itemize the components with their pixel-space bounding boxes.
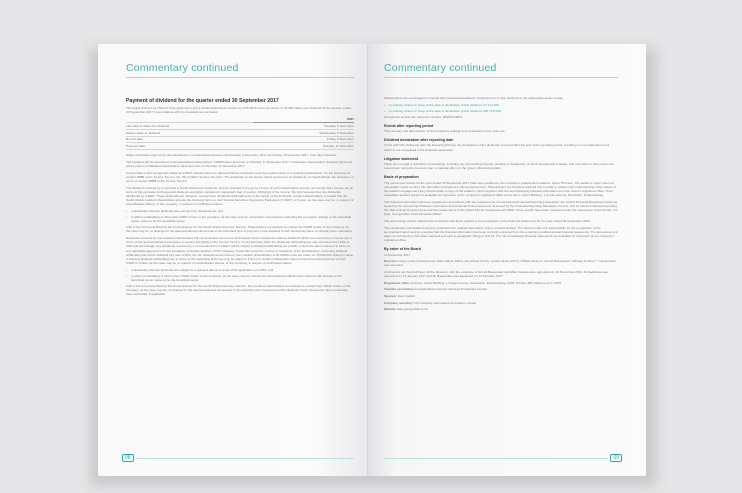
board-date: 13 November 2017: [384, 252, 411, 257]
table-row: Last date to trade cum dividend Tuesday, 5 December: [126, 123, 354, 128]
right-page-number: 09: [610, 454, 622, 462]
paragraph: The company will take transfer of the properties relating to its acquisitions post year-end.: [384, 129, 506, 133]
board-detail: All directors are South African. All the directors, with the exception of Arnold Basserdaw and Mark Kapaas were appointed on 20 December 2016. All Kadarowa was appointed on 13 January 2017 and Mr Basserdaw was appointed on 14 February 2017.: [384, 270, 609, 279]
board-detail: Transfer secretaries Computershare Investor Services Proprietary Limited: [384, 287, 488, 292]
dividend-heading: Payment of dividend for the quarter ended 30 September 2017: [126, 98, 279, 104]
right-header-rule: [384, 77, 618, 78]
list-item: • a declaration that the dividends are subject to a reduced rate as a result of the application of a DTA; and: [126, 268, 354, 272]
right-footer-rule: [384, 458, 608, 459]
paragraph: The dividend will be transferred to dematerialised shareholders' CSDP/broker accounts on Monday, 11 December 2017. Certificated shareholders' dividend payments will be paid to certificated shareholders' bank accounts on Monday, 11 December 2017.: [126, 159, 353, 168]
list-item: • a written undertaking to inform their CSDP, broker or the company, as the case may be, should the circumstances affecting the reduced rate change or the beneficial owner cease to be the beneficial owner.: [126, 274, 354, 282]
left-page-header: Commentary continued: [126, 62, 239, 74]
paragraph: In accordance with Gemgrowth status as a REIT, shareholders are advised that the dividends meet the requirements of a "qualifying distribution" for the purposes of section 25BB of the Income Tax Act, No. 58 of 1962 ("Income Tax Act"). The dividends on the shares will be deemed to be dividends, for South African tax purposes, in terms of section 25BB of the Income Tax Act.: [126, 170, 354, 183]
right-page-content: [384, 96, 618, 314]
paragraph: both in the form prescribed by the Commissioner for the South African Revenue Service. Shareholders are advised to contact the CSDP, broker or the company, as the case may be, to arrange for the abovementioned documents to be submitted prior to payment of the dividend if such documents have not already been submitted.: [126, 225, 353, 234]
section-heading: Basis of preparation: [384, 175, 419, 180]
section-heading: Events after reporting period: [384, 123, 434, 128]
right-page-header: Commentary continued: [384, 62, 497, 74]
board-detail: Website www.gemgrowth.co.za: [384, 307, 428, 312]
paragraph: The financial information has been prepared in accordance with the requirements of International Financial Reporting Standards, the SAICA Financial Reporting Guides as issued by the Accounting Practices Committee and Financial Pronouncements as issued by the Financial Reporting Standards Council, IAS 34 Interim Financial Reporting, the JSE Listings Requirements and the requirements of the South African Companies Act 2008. These results have been prepared under the supervision of EJ Verster, CA (SA), Gemgrowth's Chief Financial Officer.: [384, 199, 618, 217]
list-item: • a declaration that the dividends are exempt from dividends tax; and: [126, 209, 354, 213]
paragraph: both in the form prescribed by the Commissioner for the South African Revenue Service. Non-resident shareholders are advised to contact their CSDP, broker or the company, as the case may be, to arrange for the abovementioned documents to be submitted prior to payment of the dividend if such documents have not already been submitted, if applicable.: [126, 284, 351, 297]
table-row: Shares trade ex dividend Wednesday, 6 December: [126, 130, 354, 135]
paragraph: In line with IAS 10 Events after the Reporting Period, the declaration of the dividends occurred after the end of the reporting period, resulting in a non-adjusting event which is not recognised in the financial statements.: [384, 143, 610, 152]
board-detail: Company secretary CIS Company Secretaries Proprietary Limited: [384, 300, 477, 305]
table-row: Payment date Monday, 11 December: [126, 144, 354, 149]
timetable-col-header: 2017: [253, 117, 354, 123]
list-item: • In ordinary shares in issue at the date of declaration of this dividend: 47 212 203.: [384, 103, 618, 107]
tax-reference: Gemgrowth income tax reference number: 9096721/9871: [384, 114, 463, 119]
board-detail: Directors Greg Lundie (Chairperson), Mark Kalvin (CEO), Alon Kirkel (COO), Jerald Landis (CFO), Clifford Abrams*, Arnold Basserdaw*, Michael Fichtner* * independent non-executive: [384, 259, 617, 268]
paragraph: The condensed results for the year ended 30 September 2017 have been audited by the company's independent auditors, Grant Thornton. The auditor's report does not necessarily report on all of the information contained in this announcement. Shareholders are therefore advised that in order to obtain a full understanding of the nature of the auditor's engagement they should obtain a copy of the auditor's report together with the accompanying financial information from the issuer's registered office. Their unqualified audited opinion is available for inspection at the company's registered office at 3rd Floor, Upper Building, 1 Ocean Avenue, Rosebank, Johannesburg.: [384, 180, 616, 198]
paragraph: There are no legal or arbitration proceedings, including any proceedings that are pending or threatened, of which Gemgrowth is aware, that may have or have had in the recent past, being the previous year, a material effect on the group's financial position.: [384, 162, 615, 171]
paragraph: Dividends received by non-resident shareholders will not be taxable as income and instead will be treated as ordinary dividends which are exempt from income tax in terms of the general dividend exemption in section 10(1)(k)(i) of the Income Tax Act. On 22 February 2017 the dividends withholding tax rate increased from 15% to 20% and accordingly, any dividends received by a non-resident from a REIT will be subject to dividend withholding tax at 20%, unless the rate is reduced in terms of any applicable agreement for the avoidance of double taxation ("DTA") between South Africa and the country of residence of the shareholders. Assuming dividend withholding tax will be withheld at a rate of 20%, the net dividend amount due to non-resident shareholders is 20.22960 cents per share on 78,000,000 shares in issue. A reduced dividend withholding rate in terms of the applicable DTA may only be relied on if the non-resident shareholder has provided the following forms to their CSDP or broker, as the case may be, in respect of uncertificated shares, or the company, in respect of certificated shares:: [126, 235, 354, 266]
board-heading: By order of the Board: [384, 247, 421, 252]
left-footer-rule: [136, 458, 354, 459]
list-item: • a written undertaking to inform the CSDP, broker or the company, as the case may be, should the circumstances affecting the exemption change or the beneficial owner cease to be the beneficial owner.: [126, 215, 354, 223]
section-heading: Litigation statement: [384, 156, 419, 161]
table-row: Record date Friday, 8 December: [126, 137, 354, 142]
left-header-rule: [126, 77, 354, 78]
paragraph: The condensed consolidated report is extracted from audited information, but is not itself audited. The directors take full responsibility for the preparation of the summarised report and for ensuring that the financial information has been correctly extracted from the underlying audited annual financial statements. The announcement does not include the information required pursuant to paragraph 16A(j) of IAS 34. The full consolidated financial statements are available for inspection at the company's registered office.: [384, 225, 618, 243]
left-page: [98, 44, 368, 476]
paragraph: The accounting policies adopted are consistent with those applied in the preparation of the financial statements for the year ended 30 September 2016.: [384, 219, 591, 224]
list-item: • In ordinary shares in issue at the date of declaration of this dividend: 680 710 638.: [384, 109, 618, 113]
board-detail: Sponsor Java Capital: [384, 294, 415, 299]
left-page-content: [126, 96, 354, 299]
left-page-number: 08: [122, 454, 134, 462]
paragraph: Shareholders are encouraged to consult their professional advisers should they be in any doubt as to the appropriate action to take.: [384, 96, 564, 100]
paragraph: The dividend received by or accrued to South African tax residents must be included in the gross income of such shareholders and are not exempt from income tax (in terms of the exclusion to the general dividend exemption contained in paragraph (aa) of section 10(1)(k)(i) of the Income Tax Act) because they are dividends distributed by a REIT. These dividends are, however, exempt from dividends withholding tax in the hands of South African resident shareholders, provided that the South African resident shareholders provide the following forms to their Central Securities Depository Participant ("CSDP") or broker, as the case may be, in respect of uncertificated shares, or the company, in respect of certificated shares:: [126, 185, 354, 207]
paragraph: Share certificates may not be dematerialised or rematerialised between Wednesday, 6 December 2017 and Friday, 8 December 2017, both days inclusive.: [126, 153, 338, 158]
board-detail: Registered office 3rd Floor, Upper Building, 1 Ocean Avenue, Rosebank, Johannesburg, 2196, PO Box 885, Melrose Arch, 2076: [384, 280, 562, 285]
right-page: [370, 44, 646, 476]
dividend-intro: The board of directors ("Board") has approved a gross dividend (dividend number 4) of 25.2870 cents per share on 78,000 shares per dividend for the quarter ended 30 September 2017 in accordance with the timetable set out below:: [126, 106, 351, 115]
section-heading: Dividend declaration after reporting date: [384, 138, 454, 143]
dividend-timetable: [126, 117, 354, 150]
